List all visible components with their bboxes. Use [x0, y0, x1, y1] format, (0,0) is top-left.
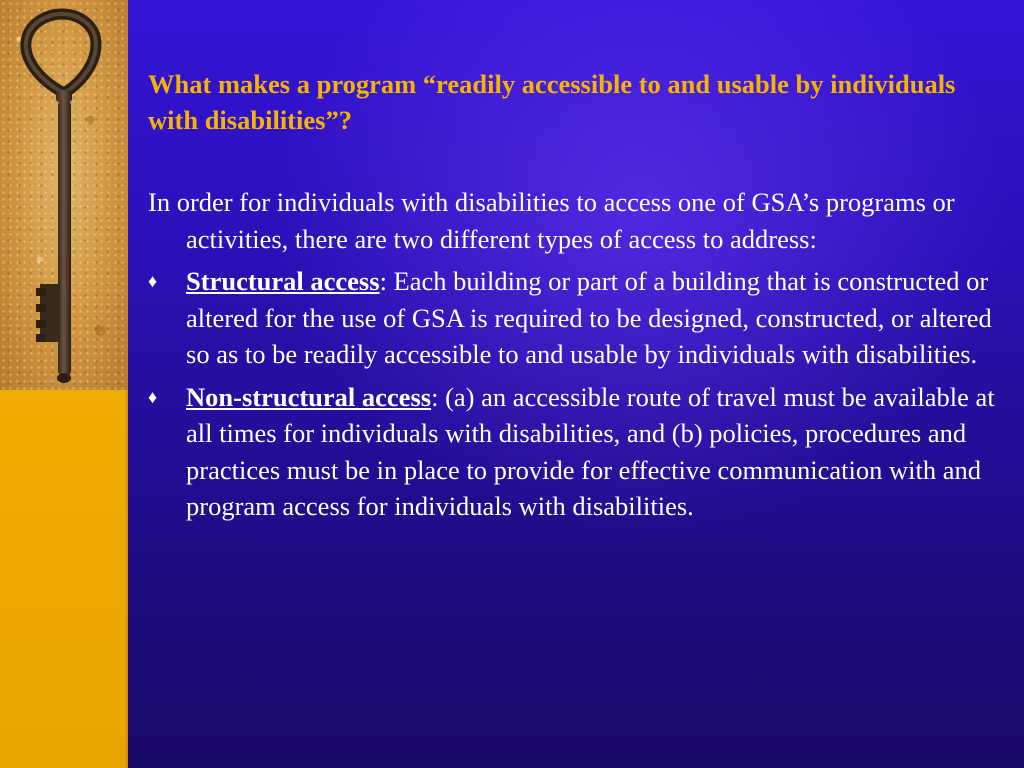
slide-title: What makes a program “readily accessible to and usable by individuals with disabilities”? — [148, 69, 956, 135]
term-non-structural-access: Non-structural access — [186, 381, 432, 412]
intro-paragraph: In order for individuals with disabilities to access one of GSA’s programs or activities, there are two different types of access to address: — [148, 187, 955, 254]
diamond-bullet-icon: ♦ — [148, 271, 158, 291]
bullet-text: : (a) an accessible route of travel must be available at all times for individuals with disabilities, and (b) policies, procedures and practices must be in place to provide for effective communication with and program access for individuals with disabilities. — [186, 381, 995, 521]
bullet-structural-access — [148, 263, 998, 373]
bullet-non-structural-access — [148, 379, 998, 525]
old-skeleton-key-icon — [0, 0, 128, 390]
diamond-bullet-icon: ♦ — [148, 386, 158, 407]
slide-content — [148, 66, 998, 525]
bullet-text: : Each building or part of a building that is constructed or altered for the use of GSA is required to be designed, constructed, or altered so as to be readily accessible to and usable by individuals with disabilities. — [186, 266, 992, 369]
term-structural-access: Structural access — [186, 266, 380, 296]
